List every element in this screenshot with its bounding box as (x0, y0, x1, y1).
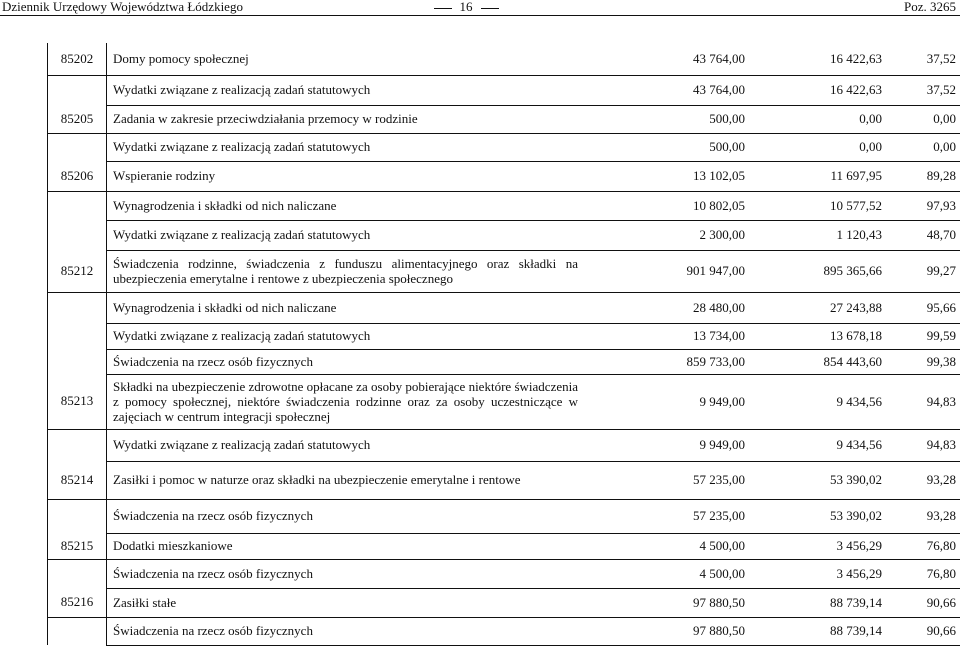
row-name: Zadania w zakresie przeciwdziałania przemocy w rodzinie (107, 105, 585, 133)
table-row (48, 43, 960, 75)
row-name: Domy pomocy społecznej (107, 43, 585, 75)
percent-value: 89,28 (888, 161, 960, 191)
plan-value: 43 764,00 (584, 75, 751, 105)
plan-value: 4 500,00 (584, 533, 751, 559)
section-code (48, 191, 107, 220)
table-row (48, 617, 960, 645)
section-code (48, 429, 107, 461)
row-name: Wydatki związane z realizacją zadań statutowych (107, 133, 585, 161)
table-row (48, 191, 960, 220)
section-code (48, 559, 107, 588)
table-row (48, 75, 960, 105)
table-row (48, 588, 960, 617)
percent-value: 97,93 (888, 191, 960, 220)
execution-value: 53 390,02 (751, 499, 888, 533)
plan-value: 859 733,00 (584, 349, 751, 374)
section-code (48, 75, 107, 105)
plan-value: 9 949,00 (584, 429, 751, 461)
table-row (48, 374, 960, 429)
row-name: Wydatki związane z realizacją zadań statutowych (107, 323, 585, 349)
execution-value: 10 577,52 (751, 191, 888, 220)
row-name: Wydatki związane z realizacją zadań statutowych (107, 220, 585, 250)
table-row (48, 133, 960, 161)
percent-value: 99,38 (888, 349, 960, 374)
row-name: Wynagrodzenia i składki od nich naliczane (107, 191, 585, 220)
percent-value: 93,28 (888, 499, 960, 533)
row-name: Składki na ubezpieczenie zdrowotne opłacane za osoby pobierające niektóre świadczenia z pomocy społecznej, niektóre świadczenia rodzinne oraz za osoby uczestniczące w zajęciach w centrum integracji społecznej (107, 374, 585, 429)
plan-value: 28 480,00 (584, 292, 751, 323)
section-code (48, 292, 107, 323)
section-code (48, 499, 107, 533)
section-code: 85213 (48, 374, 107, 429)
table-row (48, 499, 960, 533)
row-name: Zasiłki i pomoc w naturze oraz składki na ubezpieczenie emerytalne i rentowe (107, 461, 585, 499)
page-number-dash-right (481, 8, 499, 9)
percent-value: 76,80 (888, 559, 960, 588)
plan-value: 10 802,05 (584, 191, 751, 220)
percent-value: 76,80 (888, 533, 960, 559)
journal-title: Dziennik Urzędowy Województwa Łódzkiego (2, 0, 243, 13)
row-name: Wynagrodzenia i składki od nich naliczane (107, 292, 585, 323)
execution-value: 53 390,02 (751, 461, 888, 499)
percent-value: 95,66 (888, 292, 960, 323)
section-code (48, 617, 107, 645)
table-row (48, 559, 960, 588)
plan-value: 97 880,50 (584, 617, 751, 645)
table-row (48, 533, 960, 559)
page-number-dash-left (434, 8, 452, 9)
table-row (48, 461, 960, 499)
execution-value: 88 739,14 (751, 588, 888, 617)
execution-value: 27 243,88 (751, 292, 888, 323)
percent-value: 48,70 (888, 220, 960, 250)
plan-value: 13 734,00 (584, 323, 751, 349)
position-number: Poz. 3265 (904, 0, 956, 13)
percent-value: 93,28 (888, 461, 960, 499)
table-row (48, 323, 960, 349)
table-row (48, 250, 960, 292)
plan-value: 43 764,00 (584, 43, 751, 75)
budget-table (47, 43, 960, 646)
execution-value: 0,00 (751, 105, 888, 133)
percent-value: 94,83 (888, 374, 960, 429)
page-number-text: 16 (460, 0, 473, 14)
plan-value: 57 235,00 (584, 499, 751, 533)
row-name: Świadczenia na rzecz osób fizycznych (107, 559, 585, 588)
execution-value: 3 456,29 (751, 533, 888, 559)
row-name: Dodatki mieszkaniowe (107, 533, 585, 559)
execution-value: 3 456,29 (751, 559, 888, 588)
section-code: 85212 (48, 250, 107, 292)
row-name: Wspieranie rodziny (107, 161, 585, 191)
plan-value: 9 949,00 (584, 374, 751, 429)
execution-value: 9 434,56 (751, 429, 888, 461)
section-code (48, 133, 107, 161)
percent-value: 37,52 (888, 43, 960, 75)
plan-value: 97 880,50 (584, 588, 751, 617)
execution-value: 16 422,63 (751, 43, 888, 75)
percent-value: 90,66 (888, 617, 960, 645)
row-name: Wydatki związane z realizacją zadań statutowych (107, 429, 585, 461)
table-row (48, 105, 960, 133)
execution-value: 854 443,60 (751, 349, 888, 374)
plan-value: 500,00 (584, 133, 751, 161)
execution-value: 895 365,66 (751, 250, 888, 292)
section-code: 85216 (48, 588, 107, 617)
percent-value: 94,83 (888, 429, 960, 461)
section-code (48, 220, 107, 250)
section-code: 85215 (48, 533, 107, 559)
execution-value: 16 422,63 (751, 75, 888, 105)
percent-value: 90,66 (888, 588, 960, 617)
row-name: Zasiłki stałe (107, 588, 585, 617)
percent-value: 0,00 (888, 105, 960, 133)
row-name: Świadczenia rodzinne, świadczenia z funduszu alimentacyjnego oraz składki na ubezpieczenia emerytalne i rentowe z ubezpieczenia społecznego (107, 250, 585, 292)
row-name: Świadczenia na rzecz osób fizycznych (107, 349, 585, 374)
percent-value: 99,27 (888, 250, 960, 292)
plan-value: 57 235,00 (584, 461, 751, 499)
header-rule (0, 15, 960, 16)
section-code: 85214 (48, 461, 107, 499)
plan-value: 901 947,00 (584, 250, 751, 292)
table-row (48, 429, 960, 461)
table-row (48, 220, 960, 250)
section-code (48, 323, 107, 349)
section-code (48, 349, 107, 374)
execution-value: 1 120,43 (751, 220, 888, 250)
plan-value: 13 102,05 (584, 161, 751, 191)
section-code: 85206 (48, 161, 107, 191)
plan-value: 2 300,00 (584, 220, 751, 250)
table-row (48, 292, 960, 323)
page-header (0, 0, 960, 14)
section-code: 85202 (48, 43, 107, 75)
row-name: Świadczenia na rzecz osób fizycznych (107, 499, 585, 533)
percent-value: 0,00 (888, 133, 960, 161)
row-name: Świadczenia na rzecz osób fizycznych (107, 617, 585, 645)
execution-value: 88 739,14 (751, 617, 888, 645)
section-code: 85205 (48, 105, 107, 133)
table-row (48, 349, 960, 374)
percent-value: 99,59 (888, 323, 960, 349)
plan-value: 500,00 (584, 105, 751, 133)
execution-value: 11 697,95 (751, 161, 888, 191)
execution-value: 0,00 (751, 133, 888, 161)
table-row (48, 161, 960, 191)
page-number (418, 0, 514, 13)
execution-value: 9 434,56 (751, 374, 888, 429)
execution-value: 13 678,18 (751, 323, 888, 349)
row-name: Wydatki związane z realizacją zadań statutowych (107, 75, 585, 105)
percent-value: 37,52 (888, 75, 960, 105)
plan-value: 4 500,00 (584, 559, 751, 588)
